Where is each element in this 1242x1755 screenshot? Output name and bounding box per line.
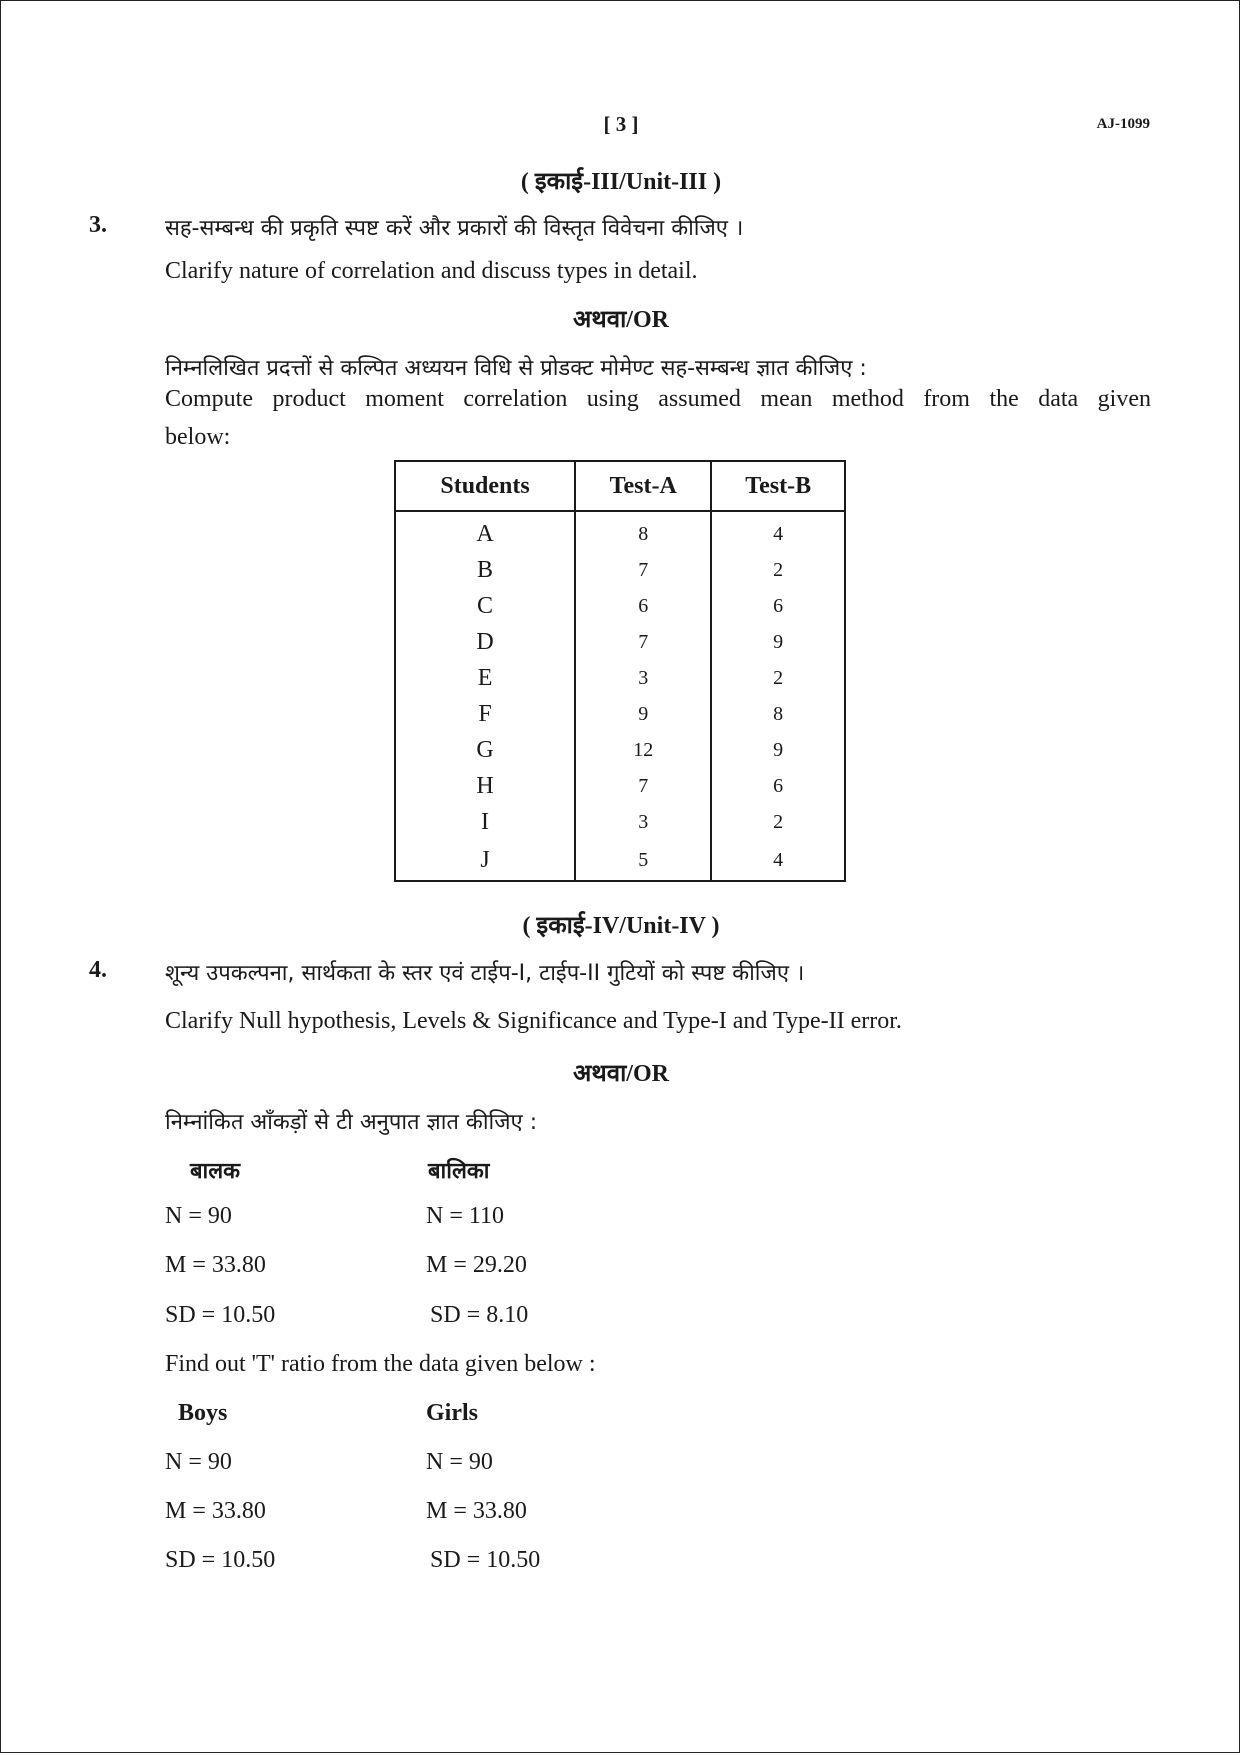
- cell-test-b: 4: [773, 522, 784, 545]
- cell-student: B: [395, 552, 575, 588]
- alt-english-line1: Compute product moment correlation using assumed mean method from the data given: [165, 386, 1151, 412]
- girls-hindi-label: बालिका: [428, 1159, 490, 1184]
- cell-student: D: [395, 624, 575, 660]
- cell-test-a: 6: [575, 588, 711, 624]
- cell-test-b: 2: [773, 666, 784, 689]
- hindi-left-n: N = 90: [165, 1203, 232, 1229]
- english-left-m: M = 33.80: [165, 1498, 266, 1524]
- table-row: [395, 588, 845, 624]
- header-students: Students: [395, 461, 575, 511]
- cell-student: I: [395, 804, 575, 840]
- hindi-left-m: M = 33.80: [165, 1252, 266, 1278]
- paper-code: AJ-1099: [1096, 116, 1150, 132]
- cell-test-a: 7: [575, 552, 711, 588]
- table-row: [395, 804, 845, 840]
- question-4-hindi: शून्य उपकल्पना, सार्थकता के स्तर एवं टाईप-I, टाईप-II गुटियों को स्पष्ट कीजिए ।: [165, 961, 805, 986]
- cell-test-b: 6: [773, 594, 784, 617]
- table-row: [395, 840, 845, 881]
- question-4-alt-hindi: निम्नांकित आँकड़ों से टी अनुपात ज्ञात कीजिए :: [165, 1110, 538, 1135]
- unit-4-heading: ( इकाई-IV/Unit-IV ): [522, 913, 720, 939]
- boys-label: Boys: [178, 1400, 228, 1426]
- english-left-sd: SD = 10.50: [165, 1547, 276, 1573]
- header-test-a: Test-A: [575, 461, 711, 511]
- table-row: [395, 660, 845, 696]
- cell-test-a: 3: [575, 660, 711, 696]
- cell-test-a: 12: [575, 732, 711, 768]
- question-3-alt-hindi: निम्नलिखित प्रदत्तों से कल्पित अध्ययन विधि से प्रोडक्ट मोमेण्ट सह-सम्बन्ध ज्ञात कीजिए :: [165, 356, 867, 381]
- header-test-b: Test-B: [711, 461, 845, 511]
- cell-test-b: 9: [773, 630, 784, 653]
- table-row: [395, 624, 845, 660]
- cell-test-a: 3: [575, 804, 711, 840]
- english-right-sd: SD = 10.50: [430, 1547, 541, 1573]
- question-4-alt-english: Find out 'T' ratio from the data given below :: [165, 1351, 596, 1377]
- cell-test-b: 9: [773, 738, 784, 761]
- unit-3-heading: ( इकाई-III/Unit-III ): [520, 169, 722, 195]
- hindi-right-n: N = 110: [426, 1203, 504, 1229]
- question-3-english: Clarify nature of correlation and discuss types in detail.: [165, 258, 698, 284]
- cell-test-b: 8: [773, 702, 784, 725]
- hindi-left-sd: SD = 10.50: [165, 1302, 276, 1328]
- cell-student: F: [395, 696, 575, 732]
- hindi-right-m: M = 29.20: [426, 1252, 527, 1278]
- or-separator-3: अथवा/OR: [573, 307, 669, 333]
- cell-test-b: 6: [773, 774, 784, 797]
- question-3-number: 3.: [89, 212, 107, 238]
- cell-test-a: 7: [575, 768, 711, 804]
- english-right-n: N = 90: [426, 1449, 493, 1475]
- cell-student: G: [395, 732, 575, 768]
- cell-test-b: 4: [773, 848, 784, 871]
- question-3-hindi: सह-सम्बन्ध की प्रकृति स्पष्ट करें और प्रकारों की विस्तृत विवेचना कीजिए ।: [165, 216, 744, 241]
- cell-student: E: [395, 660, 575, 696]
- question-3-alt-english-line2: below:: [165, 424, 231, 450]
- table-row: [395, 696, 845, 732]
- question-4-english: Clarify Null hypothesis, Levels & Significance and Type-I and Type-II error.: [165, 1008, 902, 1034]
- or-separator-4: अथवा/OR: [573, 1061, 669, 1087]
- cell-test-a: 8: [575, 511, 711, 552]
- cell-test-b: 2: [773, 558, 784, 581]
- cell-test-b: 2: [773, 810, 784, 833]
- page-number: [ 3 ]: [603, 112, 639, 136]
- english-left-n: N = 90: [165, 1449, 232, 1475]
- table-row: [395, 732, 845, 768]
- boys-hindi-label: बालक: [190, 1159, 241, 1184]
- cell-student: A: [395, 511, 575, 552]
- girls-label: Girls: [426, 1400, 478, 1426]
- cell-test-a: 9: [575, 696, 711, 732]
- english-right-m: M = 33.80: [426, 1498, 527, 1524]
- cell-test-a: 5: [575, 840, 711, 881]
- table-row: [395, 552, 845, 588]
- question-3-alt-english: [165, 386, 1151, 413]
- cell-student: J: [395, 840, 575, 881]
- table-header-row: [395, 461, 845, 511]
- question-4-number: 4.: [89, 957, 107, 983]
- table-row: [395, 511, 845, 552]
- table-row: [395, 768, 845, 804]
- hindi-right-sd: SD = 8.10: [430, 1302, 529, 1328]
- correlation-data-table: [394, 460, 846, 882]
- cell-test-a: 7: [575, 624, 711, 660]
- cell-student: H: [395, 768, 575, 804]
- cell-student: C: [395, 588, 575, 624]
